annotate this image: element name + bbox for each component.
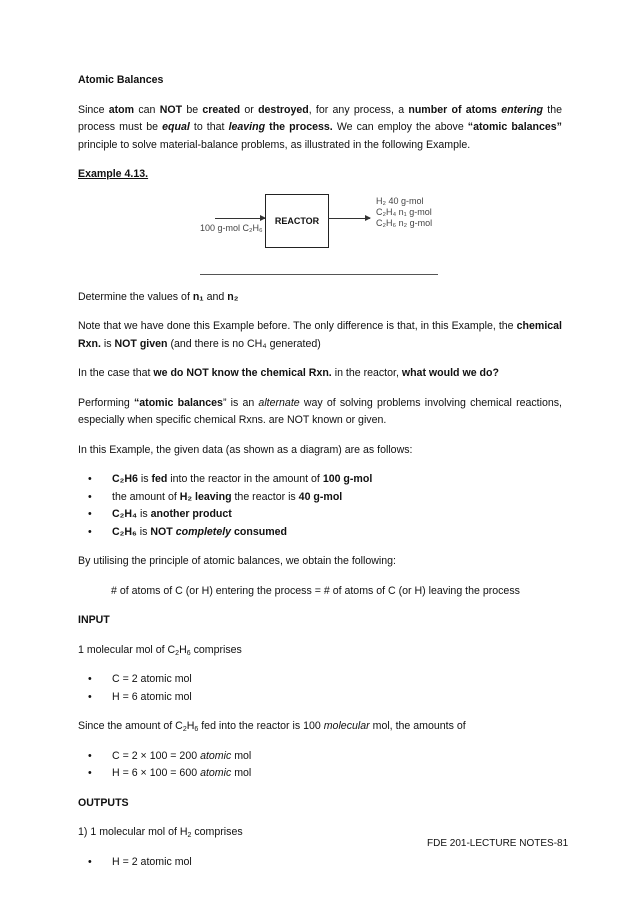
bullet-icon: • — [88, 490, 92, 503]
utilising-line: By utilising the principle of atomic balances, we obtain the following: — [78, 555, 396, 567]
bullet-icon: • — [88, 673, 92, 685]
output-stream-h2: H₂ 40 g-mol — [376, 195, 424, 206]
bullet-icon: • — [88, 767, 92, 779]
input-atoms-list — [78, 671, 562, 706]
output-arrow-icon — [328, 218, 370, 219]
bullet-icon: • — [88, 525, 92, 538]
list-item: • C₂H₄ is another product — [88, 506, 562, 524]
reactor-box: REACTOR — [265, 194, 329, 248]
note-paragraph: Note that we have done this Example before. The only difference is that, in this Example, the chemical Rxn. is NOT given (and there is no CH₄ generated) — [78, 320, 562, 350]
bullet-icon: • — [88, 473, 92, 485]
output-atoms-list — [78, 854, 562, 872]
output-stream-labels — [376, 196, 432, 229]
list-item: • H = 2 atomic mol — [88, 854, 562, 872]
performing-paragraph: Performing “atomic balances” is an alternate way of solving problems involving chemical reactions, especially when specific chemical Rxns. are NOT known or given. — [78, 396, 562, 426]
amounts-list — [78, 748, 562, 783]
bullet-icon: • — [88, 508, 92, 520]
given-data-list — [78, 471, 562, 541]
bullet-icon: • — [88, 749, 92, 762]
section-title: Atomic Balances — [78, 74, 164, 86]
since-line: Since the amount of $C_2H_6$ fed into the reactor is 100 molecular mol, the amounts of — [78, 720, 466, 733]
output-stream-c2h4: C₂H₄ n₁ g-mol — [376, 206, 432, 217]
input-arrow-icon — [215, 218, 265, 219]
input-heading: INPUT — [78, 614, 110, 626]
intro-paragraph: Since atom can NOT be created or destroyed, for any process, a number of atoms entering the process must be equal to that leaving the process. We can employ the above “atomic balances” principle to solve material-balance problems, as illustrated in the following Example. — [78, 103, 563, 151]
outputs-heading: OUTPUTS — [78, 796, 129, 809]
output-stream-c2h6: C₂H₆ n₂ g-mol — [376, 217, 433, 228]
given-intro: In this Example, the given data (as shown as a diagram) are as follows: — [78, 443, 413, 456]
output-line: 1) 1 molecular mol of $H_2$ comprises — [78, 826, 243, 839]
bullet-icon: • — [88, 690, 92, 703]
list-item: • C = 2 atomic mol — [88, 671, 562, 689]
list-item: • C₂H₆ is NOT completely consumed — [88, 524, 562, 542]
determine-line: Determine the values of n₁ and n₂ — [78, 290, 239, 303]
page-footer: FDE 201-LECTURE NOTES-81 — [427, 838, 569, 849]
input-stream-label: 100 g-mol C₂H₆ — [200, 222, 263, 233]
reactor-diagram — [78, 192, 562, 280]
list-item: • C₂H6 is fed into the reactor in the amount of 100 g-mol — [88, 471, 562, 489]
diagram-divider — [200, 274, 438, 275]
bullet-icon: • — [88, 855, 92, 868]
list-item: • H = 6 atomic mol — [88, 689, 562, 707]
list-item: • C = 2 × 100 = 200 atomic mol — [88, 748, 562, 766]
input-line: 1 molecular mol of $C_2H_6$ comprises — [78, 643, 242, 657]
example-title: Example 4.13. — [78, 168, 149, 180]
document-page — [78, 72, 562, 871]
atomic-balance-equation: # of atoms of C (or H) entering the process = # of atoms of C (or H) leaving the process — [111, 584, 520, 597]
case-line: In the case that we do NOT know the chemical Rxn. in the reactor, what would we do? — [78, 367, 499, 379]
list-item: • H = 6 × 100 = 600 atomic mol — [88, 765, 562, 783]
list-item: • the amount of H₂ leaving the reactor is 40 g-mol — [88, 489, 562, 507]
